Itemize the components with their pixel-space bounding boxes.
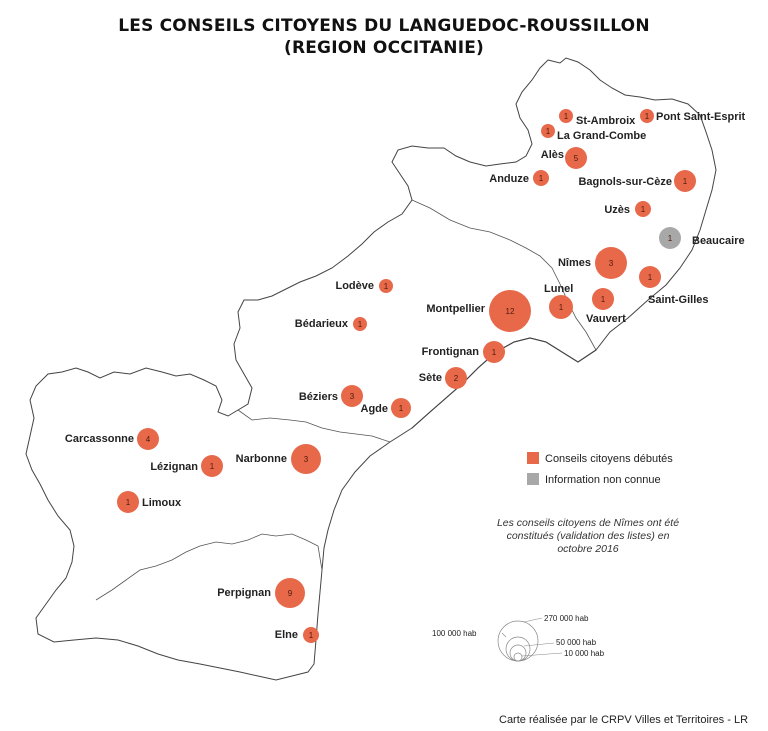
scale-label-10000: 10 000 hab: [564, 649, 605, 658]
legend-started: [527, 452, 673, 465]
city-count-anduze: 1: [538, 174, 544, 183]
nimes-note: Les conseils citoyens de Nîmes ont été constitués (validation des listes) en octobre 2016: [496, 517, 680, 555]
city-count-agde: 1: [398, 404, 404, 413]
scale-label-270000: 270 000 hab: [544, 614, 589, 623]
city-label-lezignan: Lézignan: [150, 461, 198, 473]
city-count-bagnols-sur-ceze: 1: [682, 177, 688, 186]
city-label-st-ambroix: St-Ambroix: [576, 115, 636, 127]
city-label-lunel: Lunel: [544, 283, 574, 295]
city-label-bedarieux: Bédarieux: [294, 318, 348, 330]
city-count-sete: 2: [453, 374, 459, 383]
city-count-st-ambroix: 1: [563, 112, 569, 121]
city-label-limoux: Limoux: [142, 497, 182, 509]
city-count-ales: 5: [573, 154, 579, 163]
city-count-perpignan: 9: [287, 589, 293, 598]
city-count-saint-gilles: 1: [647, 273, 653, 282]
legend-label-started: Conseils citoyens débutés: [545, 453, 673, 465]
city-label-elne: Elne: [274, 629, 298, 641]
city-label-uzes: Uzès: [604, 204, 630, 216]
legend-swatch-unknown: [527, 473, 539, 485]
city-count-lunel: 1: [558, 303, 564, 312]
legend-unknown: [527, 473, 661, 486]
city-count-lodeve: 1: [383, 282, 389, 291]
city-count-vauvert: 1: [600, 295, 606, 304]
scale-circle-100000: [506, 637, 530, 661]
city-count-la-grand-combe: 1: [545, 127, 551, 136]
city-count-montpellier: 12: [505, 307, 515, 316]
city-label-anduze: Anduze: [489, 173, 529, 185]
scale-circle-10000: [514, 653, 522, 661]
city-label-montpellier: Montpellier: [426, 303, 485, 315]
map-subtitle: (REGION OCCITANIE): [283, 38, 485, 58]
city-label-carcassonne: Carcassonne: [64, 433, 134, 445]
city-label-vauvert: Vauvert: [586, 313, 626, 325]
city-label-frontignan: Frontignan: [421, 346, 479, 358]
map-credit: Carte réalisée par le CRPV Villes et Territoires - LR: [499, 714, 749, 726]
scale-label-50000: 50 000 hab: [556, 638, 597, 647]
city-count-pont-saint-esprit: 1: [644, 112, 650, 121]
city-count-narbonne: 3: [303, 455, 309, 464]
population-scale: [432, 614, 605, 661]
city-label-agde: Agde: [360, 403, 388, 415]
city-count-uzes: 1: [640, 205, 646, 214]
legend-label-unknown: Information non connue: [545, 474, 661, 486]
city-label-nimes: Nîmes: [557, 257, 591, 269]
city-count-bedarieux: 1: [357, 320, 363, 329]
city-count-nimes: 3: [608, 259, 614, 268]
city-label-saint-gilles: Saint-Gilles: [648, 294, 709, 306]
city-label-sete: Sète: [418, 372, 442, 384]
city-count-lezignan: 1: [209, 462, 215, 471]
city-label-beaucaire: Beaucaire: [692, 235, 745, 247]
city-label-ales: Alès: [540, 149, 564, 161]
city-label-bagnols-sur-ceze: Bagnols-sur-Cèze: [578, 176, 672, 188]
city-label-perpignan: Perpignan: [217, 587, 271, 599]
city-count-elne: 1: [308, 631, 314, 640]
city-count-limoux: 1: [125, 498, 131, 507]
city-count-carcassonne: 4: [145, 435, 151, 444]
city-count-beaucaire: 1: [667, 234, 673, 243]
city-label-beziers: Béziers: [298, 391, 338, 403]
scale-label-100000: 100 000 hab: [432, 629, 477, 638]
city-label-narbonne: Narbonne: [235, 453, 287, 465]
city-count-frontignan: 1: [491, 348, 497, 357]
region-outline: [26, 58, 716, 680]
legend-swatch-started: [527, 452, 539, 464]
city-count-beziers: 3: [349, 392, 355, 401]
city-label-la-grand-combe: La Grand-Combe: [557, 130, 647, 142]
map-title: LES CONSEILS CITOYENS DU LANGUEDOC-ROUSSILLON: [118, 16, 650, 36]
city-label-lodeve: Lodève: [335, 280, 374, 292]
city-label-pont-saint-esprit: Pont Saint-Esprit: [656, 111, 746, 123]
